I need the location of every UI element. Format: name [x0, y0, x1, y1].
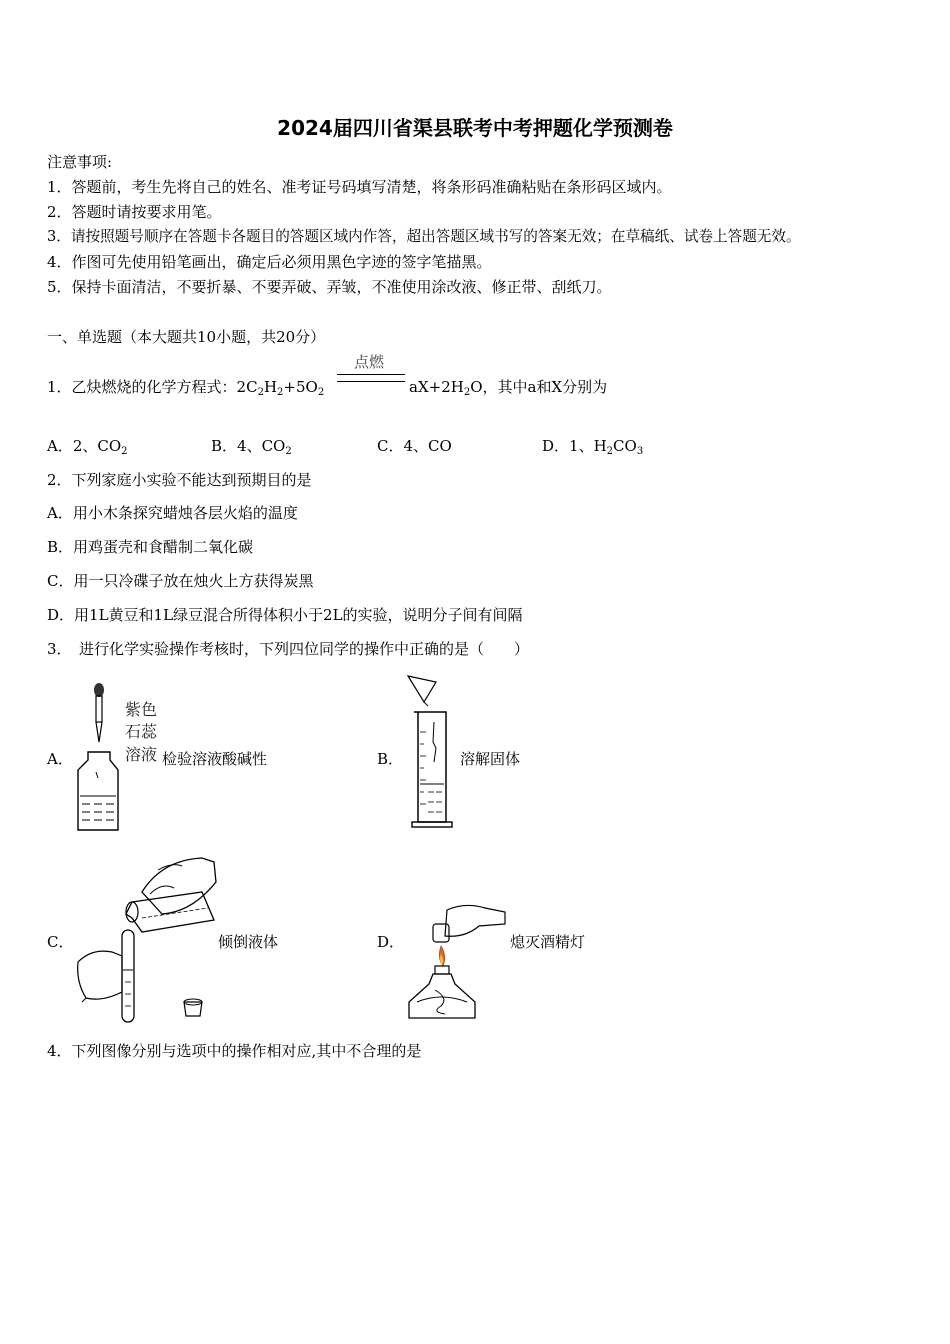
q3-option-b-label: B． — [377, 750, 404, 768]
reaction-condition: 点燃 — [354, 353, 385, 371]
section-heading: 一、单选题（本大题共10小题，共20分） — [47, 328, 326, 346]
q3-option-a-label: A． — [47, 750, 73, 768]
figure-alcohol-lamp — [405, 902, 510, 1027]
q1-option-a: A．2、$CO_2$ — [47, 437, 128, 457]
notice-item: 4．作图可先使用铅笔画出，确定后必须用黑色字迹的签字笔描黑。 — [47, 253, 492, 271]
q1-option-d: D．1、$H_2CO_3$ — [542, 437, 644, 457]
notice-heading: 注意事项: — [47, 153, 113, 171]
q2-option-a: A．用小木条探究蜡烛各层火焰的温度 — [47, 504, 298, 522]
q1-option-b: B．4、$CO_2$ — [211, 437, 292, 457]
notice-item: 2．答题时请按要求用笔。 — [47, 203, 222, 221]
notice-item: 3．请按照题号顺序在答题卡各题目的答题区域内作答，超出答题区域书写的答案无效；在草稿纸、试卷上答题无效。 — [47, 228, 801, 245]
q2-option-c: C．用一只冷碟子放在烛火上方获得炭黑 — [47, 572, 314, 590]
page-title: 2024届四川省渠县联考中考押题化学预测卷 — [277, 116, 673, 140]
q1-stem: 1．乙炔燃烧的化学方程式：$2C_2H_2+5O_2$ — [47, 378, 325, 398]
q2-option-b: B．用鸡蛋壳和食醋制二氧化碳 — [47, 538, 254, 556]
q2-option-d: D．用1L黄豆和1L绿豆混合所得体积小于2L的实验，说明分子间有间隔 — [47, 606, 523, 624]
litmus-label-line: 紫色 — [125, 700, 158, 719]
q3-option-b-text: 溶解固体 — [460, 750, 521, 768]
litmus-label-line: 石蕊 — [125, 722, 158, 741]
q3-option-d-text: 熄灭酒精灯 — [510, 933, 586, 951]
figure-pouring-liquid — [72, 852, 222, 1030]
q4-stem: 4．下列图像分别与选项中的操作相对应,其中不合理的是 — [47, 1042, 422, 1060]
litmus-label-line: 溶液 — [125, 745, 158, 764]
q3-option-a-text: 检验溶液酸碱性 — [162, 750, 268, 768]
q3-stem: 3． 进行化学实验操作考核时，下列四位同学的操作中正确的是（ ） — [47, 640, 530, 658]
q3-option-c-text: 倾倒液体 — [218, 933, 279, 951]
q1-stem-rhs: $aX+2H_2O$，其中a和X分别为 — [409, 378, 608, 398]
q3-option-d-label: D． — [377, 933, 405, 951]
q1-option-c: C．4、CO — [377, 437, 452, 455]
notice-item: 5．保持卡面清洁，不要折暴、不要弄破、弄皱，不准使用涂改液、修正带、刮纸刀。 — [47, 278, 612, 296]
notice-item: 1．答题前，考生先将自己的姓名、准考证号码填写清楚，将条形码准确粘贴在条形码区域内。 — [47, 178, 672, 196]
figure-graduated-cylinder — [400, 672, 460, 832]
q2-stem: 2．下列家庭小实验不能达到预期目的是 — [47, 471, 312, 489]
reaction-equals-sign — [337, 374, 405, 382]
q3-option-c-label: C． — [47, 933, 74, 951]
